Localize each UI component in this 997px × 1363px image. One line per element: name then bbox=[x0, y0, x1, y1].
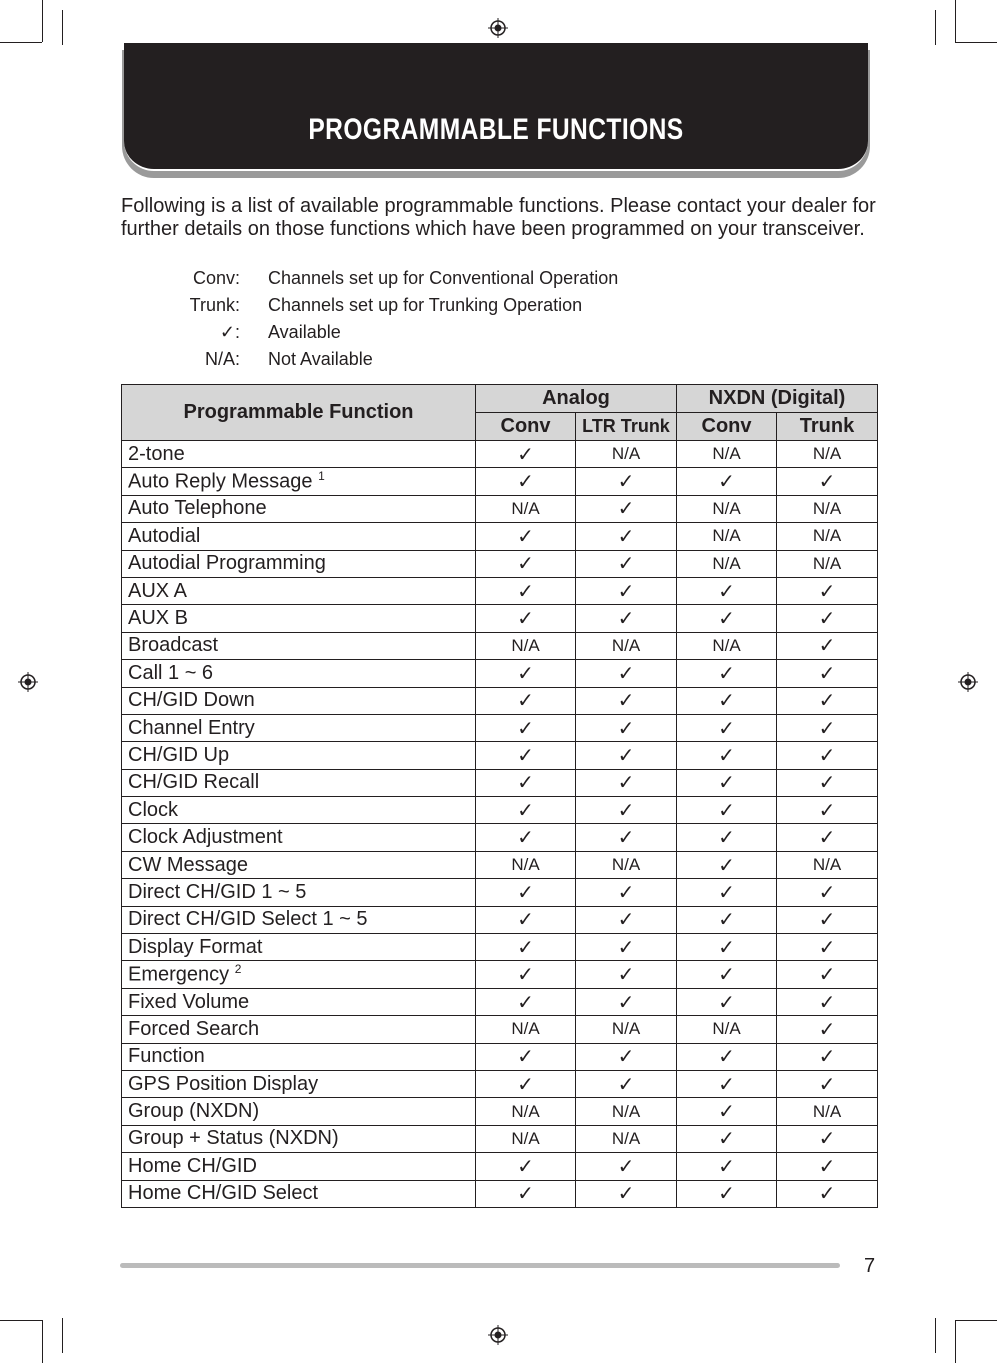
function-label: Auto Reply Message bbox=[128, 470, 313, 493]
available-check: ✓ bbox=[476, 660, 576, 687]
table-row bbox=[122, 742, 878, 769]
function-name bbox=[122, 550, 476, 577]
available-check: ✓ bbox=[576, 660, 677, 687]
header-analog-conv: Conv bbox=[476, 413, 576, 441]
function-name bbox=[122, 495, 476, 522]
available-check: ✓ bbox=[677, 1125, 777, 1152]
header-analog-ltr-trunk: LTR Trunk bbox=[576, 413, 677, 441]
footnote-ref: 2 bbox=[234, 962, 242, 977]
table-row bbox=[122, 605, 878, 632]
not-available: N/A bbox=[476, 632, 576, 659]
available-check: ✓ bbox=[576, 988, 677, 1015]
available-check: ✓ bbox=[476, 742, 576, 769]
function-label: CH/GID Down bbox=[128, 689, 255, 712]
available-check: ✓ bbox=[476, 441, 576, 468]
available-check: ✓ bbox=[576, 906, 677, 933]
function-label: GPS Position Display bbox=[128, 1072, 319, 1095]
registration-mark-icon bbox=[958, 672, 978, 692]
function-label: Emergency bbox=[128, 963, 230, 986]
available-check: ✓ bbox=[677, 1180, 777, 1207]
legend-value: Channels set up for Conventional Operation bbox=[268, 268, 619, 288]
available-check: ✓ bbox=[576, 605, 677, 632]
registration-mark-icon bbox=[488, 18, 508, 38]
table-row bbox=[122, 523, 878, 550]
not-available: N/A bbox=[476, 1098, 576, 1125]
available-check: ✓ bbox=[777, 687, 878, 714]
function-label: Display Format bbox=[128, 935, 263, 958]
function-name bbox=[122, 632, 476, 659]
table-row bbox=[122, 1016, 878, 1043]
footer-divider bbox=[120, 1263, 840, 1268]
not-available: N/A bbox=[777, 851, 878, 878]
header-digital-conv: Conv bbox=[677, 413, 777, 441]
available-check: ✓ bbox=[677, 714, 777, 741]
function-name bbox=[122, 988, 476, 1015]
available-check: ✓ bbox=[677, 934, 777, 961]
function-name bbox=[122, 961, 476, 988]
crop-mark bbox=[955, 0, 956, 42]
not-available: N/A bbox=[576, 1098, 677, 1125]
table-row bbox=[122, 906, 878, 933]
function-label: Home CH/GID Select bbox=[128, 1182, 319, 1205]
table-row bbox=[122, 468, 878, 495]
function-label: Autodial Programming bbox=[128, 552, 326, 575]
available-check: ✓ bbox=[677, 1070, 777, 1097]
legend-key: N/A: bbox=[204, 349, 240, 369]
not-available: N/A bbox=[677, 495, 777, 522]
function-label: CH/GID Recall bbox=[128, 771, 260, 794]
available-check: ✓ bbox=[777, 1016, 878, 1043]
available-check: ✓ bbox=[576, 1180, 677, 1207]
function-label: Channel Entry bbox=[128, 716, 255, 739]
available-check: ✓ bbox=[476, 769, 576, 796]
function-name bbox=[122, 1153, 476, 1180]
function-name bbox=[122, 1098, 476, 1125]
table-row bbox=[122, 769, 878, 796]
table-row bbox=[122, 441, 878, 468]
function-name bbox=[122, 824, 476, 851]
available-check: ✓ bbox=[576, 523, 677, 550]
function-label: Fixed Volume bbox=[128, 990, 250, 1013]
available-check: ✓ bbox=[476, 1043, 576, 1070]
available-check: ✓ bbox=[777, 468, 878, 495]
available-check: ✓ bbox=[677, 577, 777, 604]
function-label: Group (NXDN) bbox=[128, 1100, 260, 1123]
available-check: ✓ bbox=[576, 742, 677, 769]
functions-table bbox=[121, 384, 878, 1208]
available-check: ✓ bbox=[576, 1153, 677, 1180]
table-row bbox=[122, 1180, 878, 1207]
not-available: N/A bbox=[777, 523, 878, 550]
function-label: Clock bbox=[128, 798, 179, 821]
table-row bbox=[122, 577, 878, 604]
available-check: ✓ bbox=[476, 961, 576, 988]
function-label: AUX B bbox=[128, 607, 189, 630]
available-check: ✓ bbox=[677, 1153, 777, 1180]
function-name bbox=[122, 906, 476, 933]
available-check: ✓ bbox=[576, 769, 677, 796]
function-name bbox=[122, 1180, 476, 1207]
not-available: N/A bbox=[576, 632, 677, 659]
available-check: ✓ bbox=[777, 714, 878, 741]
function-name bbox=[122, 1016, 476, 1043]
not-available: N/A bbox=[576, 851, 677, 878]
available-check: ✓ bbox=[777, 824, 878, 851]
function-name bbox=[122, 577, 476, 604]
not-available: N/A bbox=[677, 441, 777, 468]
legend-key: Conv: bbox=[192, 268, 240, 288]
available-check: ✓ bbox=[677, 468, 777, 495]
crop-mark bbox=[0, 1320, 42, 1321]
not-available: N/A bbox=[576, 1125, 677, 1152]
available-check: ✓ bbox=[476, 988, 576, 1015]
not-available: N/A bbox=[677, 550, 777, 577]
table-row bbox=[122, 988, 878, 1015]
not-available: N/A bbox=[476, 495, 576, 522]
available-check: ✓ bbox=[677, 605, 777, 632]
table-row bbox=[122, 1153, 878, 1180]
legend-value: Channels set up for Trunking Operation bbox=[268, 295, 583, 315]
not-available: N/A bbox=[576, 1016, 677, 1043]
intro-paragraph: Following is a list of available programmable functions. Please contact your dealer for further details on those functions which have been programmed on your transceiver. bbox=[121, 195, 876, 240]
table-row bbox=[122, 632, 878, 659]
available-check: ✓ bbox=[476, 879, 576, 906]
not-available: N/A bbox=[677, 1016, 777, 1043]
available-check: ✓ bbox=[777, 1043, 878, 1070]
available-check: ✓ bbox=[576, 1043, 677, 1070]
crop-mark bbox=[42, 0, 43, 42]
not-available: N/A bbox=[777, 1098, 878, 1125]
function-name bbox=[122, 441, 476, 468]
not-available: N/A bbox=[777, 441, 878, 468]
not-available: N/A bbox=[677, 632, 777, 659]
function-label: AUX A bbox=[128, 579, 187, 602]
legend-key: Trunk: bbox=[189, 295, 240, 315]
crop-mark bbox=[955, 1320, 997, 1321]
function-label: Direct CH/GID 1 ~ 5 bbox=[128, 880, 307, 903]
table-row bbox=[122, 934, 878, 961]
table-row bbox=[122, 714, 878, 741]
crop-mark bbox=[955, 42, 997, 43]
available-check: ✓ bbox=[777, 605, 878, 632]
available-check: ✓ bbox=[777, 934, 878, 961]
available-check: ✓ bbox=[677, 906, 777, 933]
table-row bbox=[122, 687, 878, 714]
not-available: N/A bbox=[777, 495, 878, 522]
available-check: ✓ bbox=[576, 1070, 677, 1097]
available-check: ✓ bbox=[677, 879, 777, 906]
available-check: ✓ bbox=[677, 1098, 777, 1125]
function-label: CW Message bbox=[128, 853, 249, 876]
available-check: ✓ bbox=[576, 577, 677, 604]
function-name bbox=[122, 1070, 476, 1097]
available-check: ✓ bbox=[576, 687, 677, 714]
table-row bbox=[122, 495, 878, 522]
function-label: Direct CH/GID Select 1 ~ 5 bbox=[128, 908, 368, 931]
function-label: Forced Search bbox=[128, 1017, 260, 1040]
available-check: ✓ bbox=[777, 1153, 878, 1180]
available-check: ✓ bbox=[677, 988, 777, 1015]
function-label: Auto Telephone bbox=[128, 497, 267, 520]
function-label: Broadcast bbox=[128, 634, 219, 657]
crop-mark bbox=[62, 10, 63, 45]
header-analog: Analog bbox=[476, 385, 677, 413]
available-check: ✓ bbox=[777, 1070, 878, 1097]
table-row bbox=[122, 797, 878, 824]
available-check: ✓ bbox=[777, 797, 878, 824]
function-name bbox=[122, 797, 476, 824]
header-digital: NXDN (Digital) bbox=[677, 385, 878, 413]
function-name bbox=[122, 523, 476, 550]
available-check: ✓ bbox=[677, 742, 777, 769]
function-name bbox=[122, 714, 476, 741]
available-check: ✓ bbox=[777, 879, 878, 906]
crop-mark bbox=[935, 1318, 936, 1353]
not-available: N/A bbox=[476, 1125, 576, 1152]
available-check: ✓ bbox=[777, 742, 878, 769]
available-check: ✓ bbox=[576, 714, 677, 741]
function-label: Call 1 ~ 6 bbox=[128, 661, 214, 684]
available-check: ✓ bbox=[476, 1180, 576, 1207]
function-label: 2-tone bbox=[128, 442, 185, 465]
legend-value: Not Available bbox=[268, 349, 373, 369]
function-name bbox=[122, 468, 476, 495]
function-label: Home CH/GID bbox=[128, 1154, 257, 1177]
available-check: ✓ bbox=[677, 851, 777, 878]
crop-mark bbox=[42, 1320, 43, 1363]
crop-mark bbox=[0, 42, 42, 43]
table-row bbox=[122, 550, 878, 577]
available-check: ✓ bbox=[576, 797, 677, 824]
not-available: N/A bbox=[476, 1016, 576, 1043]
available-check: ✓ bbox=[576, 961, 677, 988]
table-row bbox=[122, 1070, 878, 1097]
available-check: ✓ bbox=[476, 687, 576, 714]
available-check: ✓ bbox=[677, 961, 777, 988]
available-check: ✓ bbox=[777, 1180, 878, 1207]
available-check: ✓ bbox=[677, 660, 777, 687]
available-check: ✓ bbox=[476, 1070, 576, 1097]
footnote-ref: 1 bbox=[318, 469, 325, 484]
function-name bbox=[122, 934, 476, 961]
function-label: Clock Adjustment bbox=[128, 826, 283, 849]
available-check: ✓ bbox=[476, 577, 576, 604]
function-name bbox=[122, 1125, 476, 1152]
available-check: ✓ bbox=[677, 1043, 777, 1070]
available-check: ✓ bbox=[677, 687, 777, 714]
available-check: ✓ bbox=[476, 934, 576, 961]
available-check: ✓ bbox=[476, 906, 576, 933]
header-digital-trunk: Trunk bbox=[777, 413, 878, 441]
available-check: ✓ bbox=[777, 769, 878, 796]
function-name bbox=[122, 851, 476, 878]
table-row bbox=[122, 660, 878, 687]
not-available: N/A bbox=[677, 523, 777, 550]
available-check: ✓ bbox=[576, 824, 677, 851]
table-row bbox=[122, 879, 878, 906]
crop-mark bbox=[955, 1320, 956, 1363]
function-label: Function bbox=[128, 1045, 205, 1068]
table-row bbox=[122, 1098, 878, 1125]
available-check: ✓ bbox=[777, 632, 878, 659]
available-check: ✓ bbox=[476, 797, 576, 824]
not-available: N/A bbox=[777, 550, 878, 577]
function-name bbox=[122, 1043, 476, 1070]
available-check: ✓ bbox=[777, 906, 878, 933]
table-row bbox=[122, 851, 878, 878]
not-available: N/A bbox=[476, 851, 576, 878]
available-check: ✓ bbox=[777, 1125, 878, 1152]
available-check: ✓ bbox=[476, 714, 576, 741]
available-check: ✓ bbox=[777, 961, 878, 988]
function-name bbox=[122, 769, 476, 796]
table-row bbox=[122, 1125, 878, 1152]
function-name bbox=[122, 879, 476, 906]
legend-key: ✓: bbox=[219, 322, 240, 342]
header-function: Programmable Function bbox=[122, 385, 476, 441]
available-check: ✓ bbox=[677, 769, 777, 796]
available-check: ✓ bbox=[576, 495, 677, 522]
available-check: ✓ bbox=[476, 468, 576, 495]
available-check: ✓ bbox=[677, 797, 777, 824]
title-banner bbox=[124, 43, 868, 171]
available-check: ✓ bbox=[777, 577, 878, 604]
page-number: 7 bbox=[864, 1255, 876, 1277]
not-available: N/A bbox=[576, 441, 677, 468]
function-name bbox=[122, 660, 476, 687]
available-check: ✓ bbox=[476, 605, 576, 632]
table-row bbox=[122, 1043, 878, 1070]
available-check: ✓ bbox=[476, 1153, 576, 1180]
crop-mark bbox=[62, 1318, 63, 1353]
registration-mark-icon bbox=[18, 672, 38, 692]
available-check: ✓ bbox=[677, 824, 777, 851]
available-check: ✓ bbox=[576, 879, 677, 906]
function-label: CH/GID Up bbox=[128, 743, 230, 766]
available-check: ✓ bbox=[476, 550, 576, 577]
available-check: ✓ bbox=[777, 988, 878, 1015]
function-name bbox=[122, 742, 476, 769]
available-check: ✓ bbox=[476, 824, 576, 851]
function-label: Group + Status (NXDN) bbox=[128, 1127, 339, 1150]
available-check: ✓ bbox=[576, 550, 677, 577]
table-row bbox=[122, 824, 878, 851]
legend-value: Available bbox=[268, 322, 341, 342]
function-name bbox=[122, 605, 476, 632]
table-row bbox=[122, 961, 878, 988]
available-check: ✓ bbox=[476, 523, 576, 550]
available-check: ✓ bbox=[576, 468, 677, 495]
crop-mark bbox=[935, 10, 936, 45]
function-name bbox=[122, 687, 476, 714]
available-check: ✓ bbox=[777, 660, 878, 687]
function-label: Autodial bbox=[128, 524, 201, 547]
page-title: PROGRAMMABLE FUNCTIONS bbox=[308, 113, 684, 146]
registration-mark-icon bbox=[488, 1325, 508, 1345]
available-check: ✓ bbox=[576, 934, 677, 961]
